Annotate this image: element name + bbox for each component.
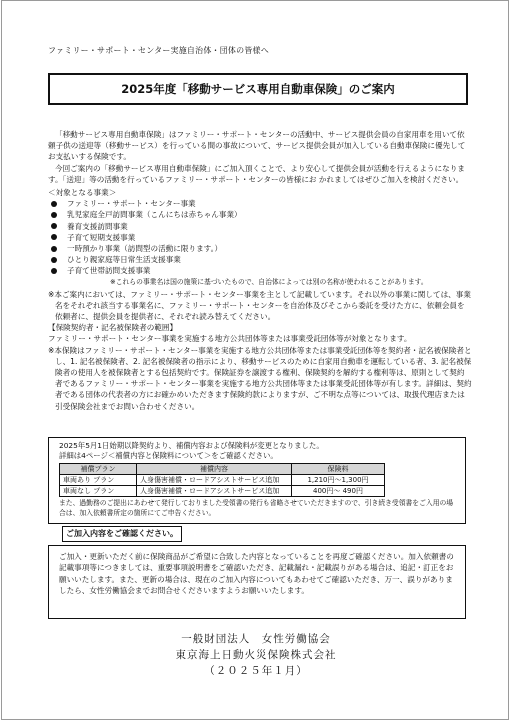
organization-block bbox=[2, 631, 510, 679]
fee-table bbox=[59, 463, 385, 497]
header-premium: 保険料 bbox=[292, 464, 385, 475]
coverage-cell: 人身傷害補償・ロードアシストサービス追加 bbox=[137, 475, 292, 486]
target-item: ファミリー・サポート・センター事業 bbox=[51, 198, 472, 209]
target-item: 子育て世帯訪問支援事業 bbox=[51, 265, 472, 276]
target-item: 養育支援訪問事業 bbox=[51, 221, 472, 232]
change-footer: また、過勤務のご提出にあわせて発行しておりました受領書の発行も省略させていただきますので、引き続き受領書をご入用の場合は、加入依頼書所定の箇所にてご申告ください。 bbox=[59, 499, 454, 517]
organization-name-2: 東京海上日動火災保険株式会社 bbox=[175, 649, 337, 661]
plan-cell: 車両あり プラン bbox=[60, 475, 137, 486]
targets-heading: ＜対象となる事業＞ bbox=[48, 188, 117, 198]
targets-list bbox=[48, 198, 472, 276]
addressee-line: ファミリー・サポート・センター実施自治体・団体の皆様へ bbox=[48, 46, 269, 55]
change-line-1: 2025年5月1日始期以降契約より、補償内容および保険料が変更となりました。 bbox=[59, 441, 324, 450]
notes-section bbox=[48, 289, 472, 412]
plan-cell: 車両なし プラン bbox=[60, 486, 137, 497]
bullet-icon bbox=[51, 234, 57, 240]
note-reading: ※本ご案内においては、ファミリー・サポート・センター事業を主として記載しています。それ以外の事業に関しては、事業名をそれぞれ該当する事業名に、ファミリー・サポート・センターを自治体及びそこから委託を受けた方に、依頼会員を依頼者に、提供会員を提供者に、それぞれ読み替えてください。 bbox=[48, 289, 471, 321]
header-coverage: 補償内容 bbox=[137, 464, 292, 475]
bullet-icon bbox=[51, 246, 57, 252]
confirm-box bbox=[48, 545, 466, 619]
change-notice-box bbox=[48, 437, 466, 524]
issue-date: （２０２５年１月） bbox=[204, 665, 308, 677]
targets-note: ※これらの事業名は国の施策に基づいたもので、自治体によっては別の名称が使われることがあります。 bbox=[110, 277, 428, 286]
header-plan: 補償プラン bbox=[60, 464, 137, 475]
bullet-icon bbox=[51, 201, 57, 207]
document-page bbox=[1, 0, 509, 720]
table-row bbox=[60, 486, 385, 497]
bullet-icon bbox=[51, 223, 57, 229]
coverage-cell: 人身傷害補償・ロードアシストサービス追加 bbox=[137, 486, 292, 497]
confirm-label: ご加入内容をご確認ください。 bbox=[62, 526, 182, 542]
premium-cell: 400円～ 490円 bbox=[292, 486, 385, 497]
organization-name-1: 一般財団法人 女性労働協会 bbox=[181, 633, 331, 645]
scope-heading: 【保険契約者・記名被保険者の範囲】 bbox=[48, 323, 178, 333]
target-item: 乳児家庭全戸訪問事業（こんにちは赤ちゃん事業） bbox=[51, 209, 472, 220]
intro-paragraph-1: 「移動サービス専用自動車保険」はファミリー・サポート・センターの活動中、サービス提供会員の自家用車を用いて依頼子供の送迎等（移動サービス）を行っている間の事故について、サービス提供会員が加入している自動車保険に優先してお支払いする保険です。 bbox=[48, 130, 466, 162]
table-row bbox=[60, 475, 385, 486]
bullet-icon bbox=[51, 257, 57, 263]
bullet-icon bbox=[51, 268, 57, 274]
note-contract: ※本保険はファミリー・サポート・センター事業を実施する地方公共団体等または事業受託団体等を契約者・記名被保険者とし、1. 記名被保険者、2. 記名被保険者の指示により、移動サービスのために自家用自動車を運転している者、3. 記名被保険者の使用人を被保険者とする包括契約です。保険証券を譲渡する権利、保険契約を解約する権利等は、原則として契約者であるファミリー・サポート・センター事業を実施する地方公共団体等または事業受託団体等が有します。詳細は、契約者である団体の代表者の方にお確かめいただきます保険約款によりますが、ご不明な点等については、取扱代理店または引受保険会社までお問い合わせください。 bbox=[48, 345, 472, 411]
premium-cell: 1,210円～1,300円 bbox=[292, 475, 385, 486]
confirm-body: ご加入・更新いただく前に保険商品がご希望に合致した内容となっていることを再度ご確認ください。加入依頼書の記載事項等につきましては、重要事項説明書をご確認いただき、記載漏れ・記載誤りがある場合は、追記・訂正をお願いいたします。また、更新の場合は、現在のご加入内容についてもあわせてご確認いただき、万一、誤りがありましたら、女性労働協会までお問合せくださいますようお願いいたします。 bbox=[59, 552, 454, 596]
target-item: ひとり親家庭等日常生活支援事業 bbox=[51, 254, 472, 265]
intro-paragraph-2: 今回ご案内の「移動サービス専用自動車保険」にご加入頂くことで、より安心して提供会員が活動を行えるようになります。「送迎」等の活動を行っているファミリー・サポート・センターの皆様にお かれましてはぜひご加入を検討ください。 bbox=[48, 163, 465, 184]
scope-body: ファミリー・サポート・センター事業を実施する地方公共団体等または事業受託団体等が対象となります。 bbox=[48, 334, 412, 344]
change-line-2: 詳細は4ページ＜補償内容と保険料について＞をご確認ください。 bbox=[59, 451, 278, 460]
document-title: 2025年度「移動サービス専用自動車保険」のご案内 bbox=[121, 82, 395, 96]
target-item: 子育て短期支援事業 bbox=[51, 232, 472, 243]
title-box bbox=[48, 73, 468, 105]
bullet-icon bbox=[51, 212, 57, 218]
main-body bbox=[48, 129, 472, 412]
target-item: 一時預かり事業（訪問型の活動に限ります。） bbox=[51, 243, 472, 254]
fee-table-header bbox=[60, 464, 385, 475]
